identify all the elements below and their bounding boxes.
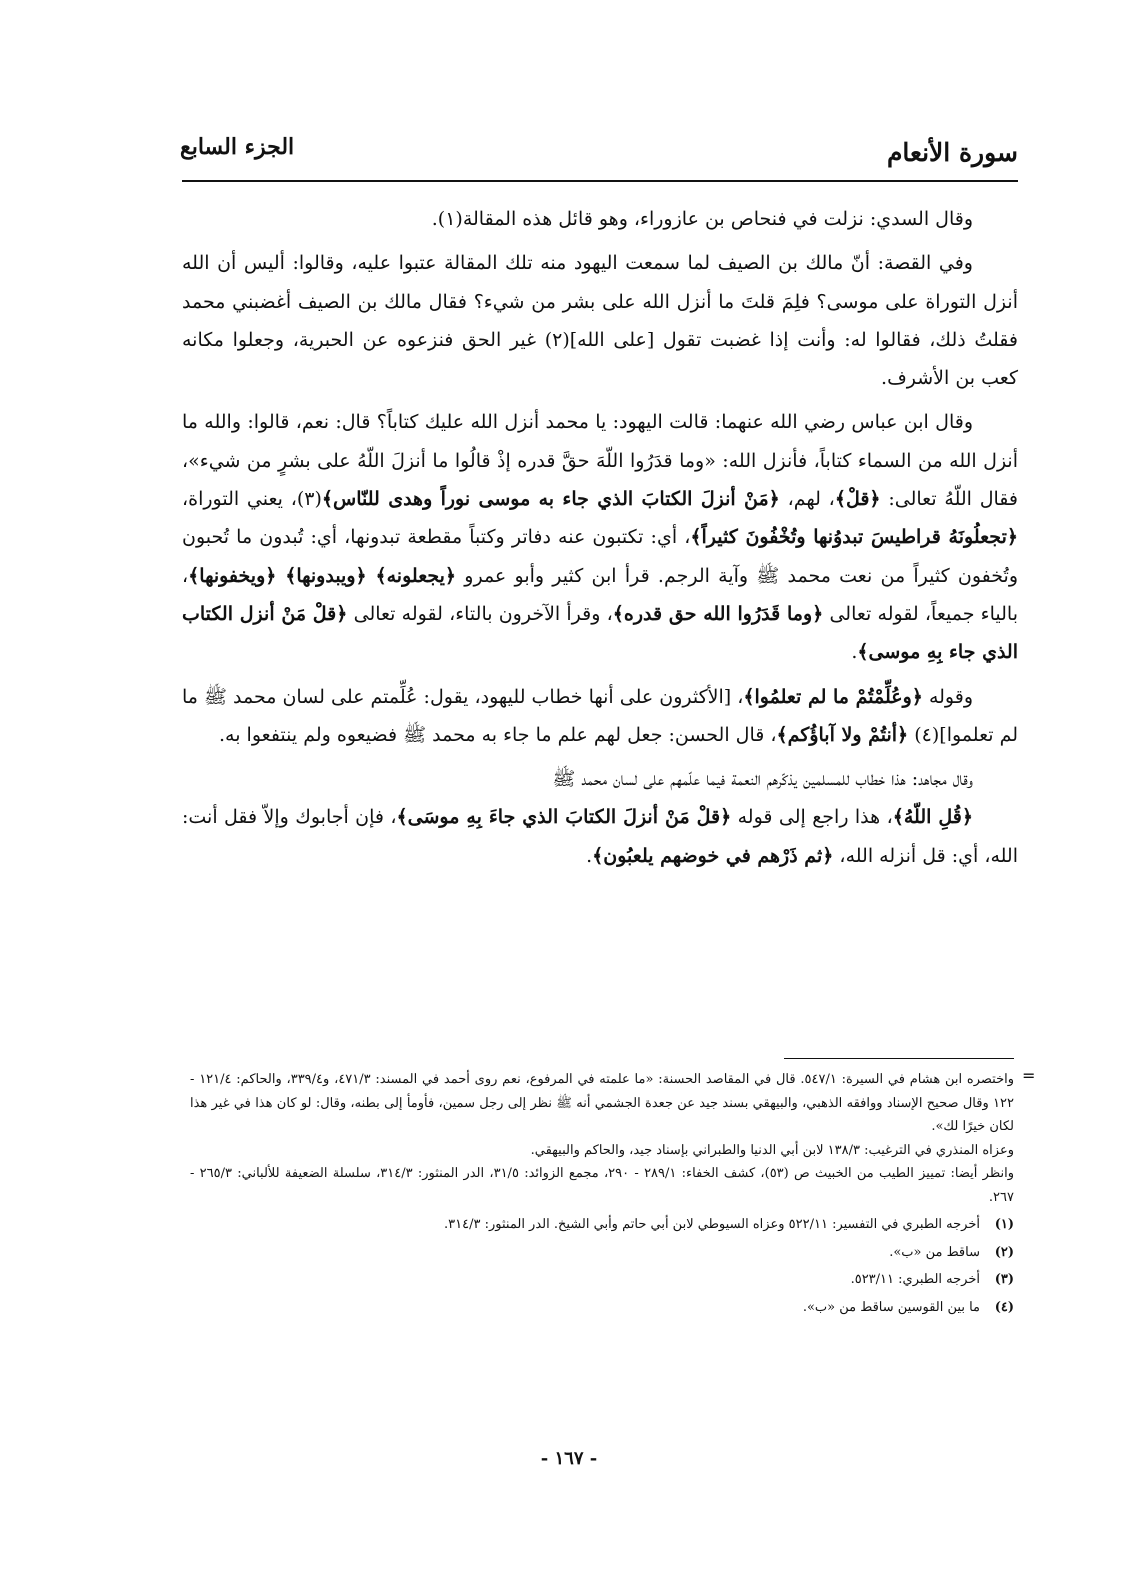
paragraph-text: وفي القصة: أنّ مالك بن الصيف لما سمعت اليهود منه تلك المقالة عتبوا عليه، وقالوا: أليس أن الله أنزل التوراة على موسى؟ فلِمَ قلتَ ما أنزل الله على بشر من شيء؟ فقال مالك بن الصيف أغضبني محمد فقلتُ ذلك، فقالوا له: وأنت إذا غضبت تقول [على الله](٢) غير الحق فنزعوه عن الحبرية، وجعلوا مكانه كعب بن الأشرف. <box>182 252 1018 390</box>
paragraph-text: ، أي: تكتبون عنه دفاتر وكتباً مقطعة تبدونها، أي: تُبدون ما تُحبون وتُخفون كثيراً من نعت محمد ﷺ وآية الرجم. قرأ ابن كثير وأبو عمرو <box>182 526 1018 587</box>
paragraph-text: ، فإن أجابوك وإلاّ فقل أنت: الله، أي: قل أنزله الله، <box>182 806 1018 867</box>
paragraph <box>182 244 1018 397</box>
paragraph <box>182 798 1018 875</box>
paragraph-text: ، قال الحسن: جعل لهم علم ما جاء به محمد ﷺ فضيعوه ولم ينتفعوا به. <box>219 723 777 746</box>
quran-quote: ﴿ثم ذَرْهم في خوضهم يلعبُون﴾ <box>592 844 834 867</box>
footnote-number: (٤) <box>994 1299 1014 1315</box>
footnote-text: وانظر أيضا: تمييز الطيب من الخبيث ص (٥٣)، كشف الخفاء: ٢٨٩/١ - ٢٩٠، مجمع الزوائد: ٣١/٥، الدر المنثور: ٣١٤/٣، سلسلة الضعيفة للألباني: ٢٦٥/٣ - ٢٦٧. <box>190 1166 1015 1205</box>
paragraph-text: وقوله <box>922 685 974 708</box>
header-divider <box>182 180 1018 182</box>
quran-quote: ﴿قلْ مَنْ أنزلَ الكتابَ الذي جاءَ بِهِ موسَى﴾ <box>396 806 732 829</box>
paragraph-text: وقال السدي: نزلت في فنحاص بن عازوراء، وهو قائل هذه المقالة(١). <box>431 208 973 230</box>
footnote-number: (١) <box>994 1217 1014 1232</box>
paragraph-text: ، هذا راجع إلى قوله <box>731 806 893 829</box>
paragraph <box>182 403 1018 671</box>
footnote-continuation-mark: = <box>1022 1066 1036 1085</box>
footnote-list <box>190 1211 1014 1321</box>
footnote-number: (٣) <box>994 1272 1014 1287</box>
quran-quote: ﴿قلْ مَنْ أنزل الكتاب الذي جاء بِهِ موسى﴾ <box>182 602 1018 664</box>
footnote-text: ما بين القوسين ساقط من «ب». <box>802 1299 980 1315</box>
page-number: - ١٦٧ - <box>540 1448 598 1469</box>
footnote-text: وعزاه المنذري في الترغيب: ١٣٨/٣ لابن أبي الدنيا والطبراني بإسناد جيد، والحاكم والبيهقي. <box>530 1142 1014 1158</box>
quran-quote: ﴿وعُلِّمْتُمْ ما لم تعلمُوا﴾ <box>743 685 923 708</box>
footnote-text: واختصره ابن هشام في السيرة: ٥٤٧/١. قال في المقاصد الحسنة: «ما علمته في المرفوع، نعم روى أحمد في المسند: ٤٧١/٣، و٣٣٩/٤، والحاكم: ١٢١/٤ - ١٢٢ وقال صحيح الإسناد ووافقه الذهبي، والبيهقي بسند جيد عن جعدة الجشمي أنه ﷺ نظر إلى رجل سمين، فأومأ إلى بطنه، وقال: لو كان هذا في غير هذا لكان خيرًا لك». <box>190 1072 1015 1134</box>
paragraph-text: . <box>851 641 858 664</box>
quran-quote: ﴿قلْ﴾ <box>834 488 881 511</box>
paragraph-text: ، بالياء جميعاً، لقوله تعالى <box>182 564 1018 625</box>
footnote-divider <box>784 1058 1014 1059</box>
paragraph-text: وقال مجاهد: هذا خطاب للمسلمين يذكّرهم النعمة فيما علّمهم على لسان محمد ﷺ <box>552 768 973 791</box>
main-text <box>182 200 1018 881</box>
quran-quote: ﴿تجعلُونَهُ قراطيسَ تبدوُنها وتُخْفُونَ كثيراً﴾ <box>690 526 1018 549</box>
surah-title: سورة الأنعام <box>886 138 1018 167</box>
paragraph-text: ، لهم، <box>779 488 835 511</box>
paragraph-text: (٣)، يعني التوراة، <box>182 488 322 511</box>
footnote-text: أخرجه الطبري في التفسير: ٥٢٢/١١ وعزاه السيوطي لابن أبي حاتم وأبي الشيخ. الدر المنثور: ٣١٤/٣. <box>444 1217 980 1232</box>
footnote-text: أخرجه الطبري: ٥٢٣/١١. <box>850 1272 980 1287</box>
running-header <box>180 134 1018 172</box>
footnote-text: ساقط من «ب». <box>889 1244 980 1260</box>
paragraph-text: ، [الأكثرون على أنها خطاب لليهود، يقول: عُلِّمتم على لسان محمد ﷺ ما لم تعلموا](٤) <box>182 685 1018 746</box>
footnote-number: (٢) <box>994 1244 1014 1260</box>
quran-quote: ﴿وما قَدَرُوا الله حق قدره﴾ <box>612 602 824 625</box>
quran-quote: ﴿أنتُمْ ولا آباؤُكم﴾ <box>776 723 909 746</box>
footnote-item <box>190 1294 1014 1322</box>
paragraph-text: . <box>586 844 593 867</box>
footnote-item <box>190 1266 1014 1294</box>
paragraph <box>182 678 1018 755</box>
volume-title: الجزء السابع <box>180 134 295 160</box>
footnotes <box>190 1068 1014 1321</box>
paragraph <box>182 200 1018 238</box>
paragraph <box>182 760 1018 798</box>
quran-quote: ﴿مَنْ أنزلَ الكتابَ الذي جاء به موسى نوراً وهدى للنّاس﴾ <box>321 488 780 511</box>
quran-quote: ﴿يجعلونه﴾ ﴿ويبدونها﴾ ﴿ويخفونها﴾ <box>188 564 457 587</box>
paragraph-text: وقال ابن عباس رضي الله عنهما: قالت اليهود: يا محمد أنزل الله عليك كتاباً؟ قال: نعم، قالوا: والله ما أنزل الله من السماء كتاباً، فأنزل الله: «وما قدَرُوا اللّهَ حقَّ قدره إذْ قالُوا ما أنزلَ اللّهُ على بشرٍ من شيء»، فقال اللّهُ تعالى: <box>182 411 1018 511</box>
footnote-item <box>190 1239 1014 1267</box>
quran-quote: ﴿قُلِ اللّهُ﴾ <box>892 806 973 829</box>
footnote-item <box>190 1211 1014 1239</box>
footnote-continuation <box>190 1068 1014 1209</box>
paragraph-text: ، وقرأ الآخرون بالتاء، لقوله تعالى <box>347 602 613 625</box>
